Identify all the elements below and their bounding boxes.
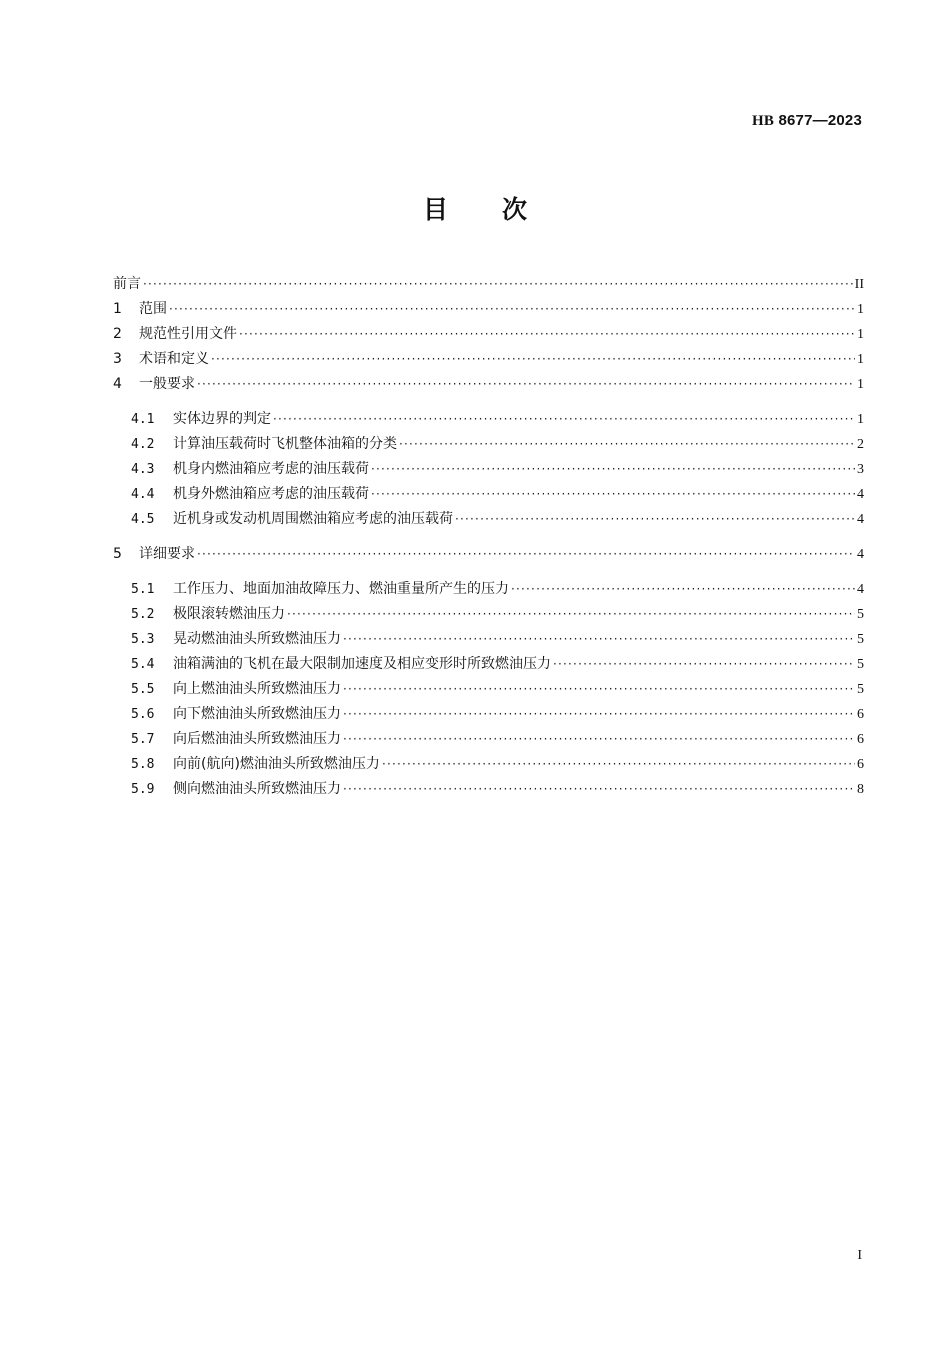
toc-leader-dots (371, 482, 855, 507)
toc-entry-number: 5.8 (131, 757, 155, 772)
toc-leader-dots (343, 702, 855, 727)
toc-entry[interactable] (113, 627, 864, 652)
toc-leader-dots (273, 407, 855, 432)
toc-entry-label: 侧向燃油油头所致燃油压力 (173, 781, 341, 797)
toc-entry[interactable] (113, 602, 864, 627)
toc-entry-number: 3 (113, 351, 122, 367)
toc-entry-page: 6 (857, 757, 864, 772)
table-of-contents (113, 272, 864, 802)
toc-entry-label: 晃动燃油油头所致燃油压力 (173, 631, 341, 647)
toc-entry-page: 6 (857, 732, 864, 747)
toc-entry[interactable] (113, 482, 864, 507)
toc-entry-page: 1 (857, 412, 864, 427)
toc-entry[interactable] (113, 407, 864, 432)
toc-entry-number: 4.3 (131, 462, 155, 477)
toc-entry-page: 4 (857, 547, 864, 562)
toc-leader-dots (197, 372, 855, 397)
toc-entry[interactable] (113, 727, 864, 752)
toc-leader-dots (343, 777, 855, 802)
toc-entry[interactable] (113, 507, 864, 532)
toc-leader-dots (287, 602, 855, 627)
toc-leader-dots (343, 677, 855, 702)
toc-entry-page: 1 (857, 377, 864, 392)
toc-entry-label: 近机身或发动机周围燃油箱应考虑的油压载荷 (173, 511, 453, 527)
toc-entry-label: 向后燃油油头所致燃油压力 (173, 731, 341, 747)
toc-entry-page: 4 (857, 582, 864, 597)
toc-entry-page: II (854, 277, 864, 292)
toc-entry-label: 向上燃油油头所致燃油压力 (173, 681, 341, 697)
toc-entry-label: 极限滚转燃油压力 (173, 606, 285, 622)
toc-entry-number: 4 (113, 376, 122, 392)
toc-leader-dots (553, 652, 855, 677)
toc-leader-dots (511, 577, 855, 602)
toc-entry-page: 8 (857, 782, 864, 797)
toc-entry-number: 5.7 (131, 732, 155, 747)
toc-entry-number: 4.2 (131, 437, 155, 452)
toc-entry-label: 术语和定义 (139, 351, 209, 367)
toc-entry-label: 油箱满油的飞机在最大限制加速度及相应变形时所致燃油压力 (173, 656, 551, 672)
toc-entry-label: 一般要求 (139, 376, 195, 392)
page-number: I (857, 1248, 862, 1263)
toc-leader-dots (455, 507, 855, 532)
toc-entry-page: 4 (857, 512, 864, 527)
toc-leader-dots (399, 432, 855, 457)
toc-entry-label: 机身外燃油箱应考虑的油压载荷 (173, 486, 369, 502)
toc-entry-page: 4 (857, 487, 864, 502)
toc-entry-label: 机身内燃油箱应考虑的油压载荷 (173, 461, 369, 477)
toc-entry[interactable] (113, 372, 864, 397)
toc-leader-dots (239, 322, 855, 347)
toc-entry[interactable] (113, 677, 864, 702)
toc-leader-dots (143, 272, 853, 297)
toc-entry-number: 4.5 (131, 512, 155, 527)
toc-entry-number: 4.1 (131, 412, 155, 427)
toc-entry-page: 5 (857, 682, 864, 697)
toc-entry-page: 1 (857, 327, 864, 342)
toc-entry[interactable] (113, 702, 864, 727)
toc-entry-page: 6 (857, 707, 864, 722)
toc-entry-number: 1 (113, 301, 122, 317)
standard-code-number: 8677—2023 (778, 112, 862, 129)
toc-leader-dots (371, 457, 855, 482)
toc-entry-page: 5 (857, 657, 864, 672)
toc-entry[interactable] (113, 457, 864, 482)
toc-entry[interactable] (113, 322, 864, 347)
toc-entry[interactable] (113, 542, 864, 567)
toc-entry-label: 向前(航向)燃油油头所致燃油压力 (173, 756, 380, 772)
toc-leader-dots (382, 752, 855, 777)
toc-entry-label: 实体边界的判定 (173, 411, 271, 427)
toc-entry-number: 5.2 (131, 607, 155, 622)
toc-entry[interactable] (113, 652, 864, 677)
toc-entry-number: 5.3 (131, 632, 155, 647)
toc-leader-dots (343, 727, 855, 752)
toc-entry[interactable] (113, 297, 864, 322)
toc-entry[interactable] (113, 777, 864, 802)
page-title: 目次 (422, 195, 581, 224)
toc-leader-dots (211, 347, 855, 372)
toc-entry-label: 向下燃油油头所致燃油压力 (173, 706, 341, 722)
toc-entry-number: 5.6 (131, 707, 155, 722)
toc-entry[interactable] (113, 272, 864, 297)
toc-entry-page: 2 (857, 437, 864, 452)
toc-entry[interactable] (113, 577, 864, 602)
toc-entry-page: 1 (857, 352, 864, 367)
toc-entry-number: 5.4 (131, 657, 155, 672)
toc-entry-label: 范围 (139, 301, 167, 317)
toc-entry-number: 5.1 (131, 582, 155, 597)
toc-entry-number: 5 (113, 546, 122, 562)
toc-leader-dots (169, 297, 855, 322)
toc-entry-number: 5.9 (131, 782, 155, 797)
toc-entry-label: 工作压力、地面加油故障压力、燃油重量所产生的压力 (173, 581, 509, 597)
toc-entry[interactable] (113, 752, 864, 777)
toc-entry-page: 5 (857, 632, 864, 647)
toc-entry-page: 3 (857, 462, 864, 477)
toc-entry-number: 5.5 (131, 682, 155, 697)
toc-entry[interactable] (113, 432, 864, 457)
toc-entry-label: 前言 (113, 276, 141, 292)
toc-entry-page: 1 (857, 302, 864, 317)
toc-entry-number: 4.4 (131, 487, 155, 502)
toc-entry[interactable] (113, 347, 864, 372)
toc-leader-dots (197, 542, 855, 567)
toc-entry-page: 5 (857, 607, 864, 622)
toc-entry-label: 计算油压载荷时飞机整体油箱的分类 (173, 436, 397, 452)
standard-code-prefix: HB (752, 113, 775, 129)
toc-leader-dots (343, 627, 855, 652)
standard-code (752, 112, 862, 130)
toc-entry-label: 规范性引用文件 (139, 326, 237, 342)
toc-entry-number: 2 (113, 326, 122, 342)
toc-entry-label: 详细要求 (139, 546, 195, 562)
